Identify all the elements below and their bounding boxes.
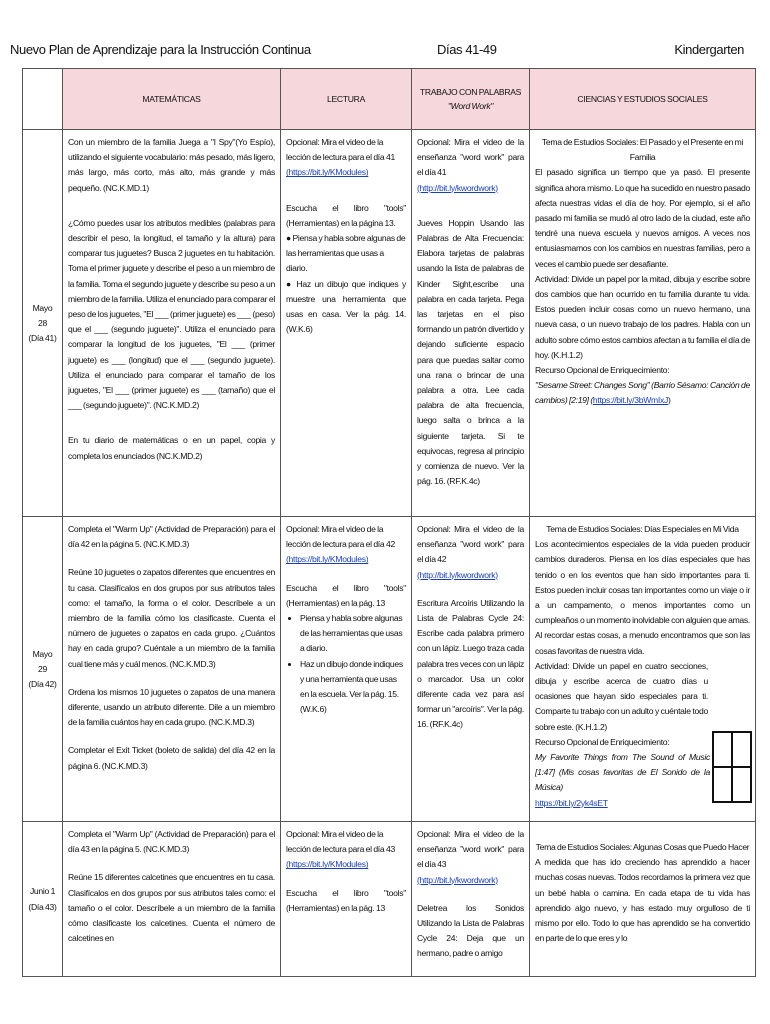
reading-video-link[interactable]: (https://bit.ly/KModules): [286, 859, 369, 870]
word-work-text: Deletrea los Sonidos Utilizando la Lista de Palabras Cycle 24: Deja que un hermano, padre o amigo: [417, 902, 524, 959]
reading-bullet: • Haz un dibujo donde indiques y una herramienta que usas en la escuela. Ver la pág. 15. (W.K.6): [300, 657, 406, 718]
word-work-video-link[interactable]: (http://bit.ly/kwordwork): [417, 569, 498, 580]
math-text: Con un miembro de la familia Juega a "I Spy"(Yo Espío), utilizando el siguiente vocabulario: más pesado, más ligero, más largo, más corto, más alto, más grande y más pequeño. (NC.K.MD.1): [68, 137, 275, 193]
science-topic: Tema de Estudios Sociales: El Pasado y el Presente en mi Familia: [541, 137, 744, 163]
day-number: (Día 42): [28, 679, 57, 690]
reading-video-link[interactable]: (https://bit.ly/KModules): [286, 554, 369, 565]
days-range: Días 41-49: [437, 42, 497, 57]
table-row: [23, 822, 756, 977]
day-date: Junio 1: [29, 886, 56, 897]
reading-column-header: LECTURA: [281, 69, 412, 130]
math-text: Completa el "Warm Up" (Actividad de Preparación) para el día 42 en la página 5. (NC.K.MD.3): [68, 524, 275, 550]
math-text: Completa el "Warm Up" (Actividad de Preparación) para el día 43 en la página 5. (NC.K.MD.3): [68, 829, 275, 855]
reading-text: Opcional: Mira el video de la lección de lectura para el día 43: [286, 829, 395, 855]
word-work-video-link[interactable]: (http://bit.ly/kwordwork): [417, 874, 498, 885]
science-resource: My Favorite Things from The Sound of Music [1:47] (Mis cosas favoritas de El Sonido de la Música): [535, 752, 710, 793]
reading-cell: [281, 130, 412, 517]
science-text: Los acontecimientos especiales de la vida pueden producir cambios duraderos. Piensa en los días especiales que has tenido o en los eventos que han sido importantes para ti. Estos pueden incluir cosas tan importantes como un viaje o ir a un campamento, o menos importantes como un cumpleaños o un momento inolvidable con alguien que amas. Al recordar estas cosas, a menudo encontramos que son las cosas favoritas de nuestra vida.: [535, 539, 750, 656]
word-work-text: Escritura Arcoíris Utilizando la Lista de Palabras Cycle 24: Escribe cada palabra primero con un lápiz. Luego traza cada palabra tres veces con un lápiz o marcador. Usa un color diferente cada vez para así formar un "arcoíris". Ver la pág. 16. (RF.K.4c): [417, 597, 524, 730]
word-work-cell: [412, 822, 530, 977]
word-work-video-link[interactable]: (http://bit.ly/kwordwork): [417, 182, 498, 193]
reading-cell: [281, 822, 412, 977]
math-text: Completar el Exit Ticket (boleto de salida) del día 42 en la página 6. (NC.K.MD.3): [68, 745, 275, 771]
science-resource: "Sesame Street: Changes Song" (Barrio Sésamo: Canción de cambios) [2:19] (https://bit.ly/3bWmIxJ): [535, 380, 750, 406]
reading-text: Opcional: Mira el video de la lección de lectura para el día 41: [286, 137, 395, 163]
reading-cell: [281, 517, 412, 822]
day-cell: [23, 822, 63, 977]
header-row: [23, 69, 756, 130]
science-topic: Tema de Estudios Sociales: Días Especiales en Mi Vida: [546, 524, 739, 534]
word-work-cell: [412, 130, 530, 517]
science-text: El pasado significa un tiempo que ya pasó. El presente significa ahora mismo. Lo que ha sucedido en nuestro pasado afecta nuestras vidas el día de hoy. Por ejemplo, si el año pasado mi familia se mudó al otro lado de la ciudad, este año tendré una nueva escuela y nuevos amigos. A veces nos entusiasmamos con los cambios en nuestras familias, pero a veces el cambio puede ser desafiante.: [535, 167, 750, 269]
word-work-column-header: [412, 69, 530, 130]
word-work-text: Jueves Hoppin Usando las Palabras de Alta Frecuencia: Elabora tarjetas de palabras usando la lista de palabras de Kinder Sight,escribe una palabra en cada tarjeta. Pega las tarjetas en el piso formando un patrón divertido y dejando suficiente espacio para que puedas saltar como una rana o brincar de una palabra a otra. Lee cada palabra de alta frecuencia, luego salta o brinca a la siguiente tarjeta. Si te equivocas, regresa al principio y comienza de nuevo. Ver la pág. 16. (RF.K.4c): [417, 217, 524, 487]
reading-text: Opcional: Mira el video de la lección de lectura para el día 42: [286, 524, 395, 550]
reading-text: Escucha el libro "tools" (Herramientas) en la pág. 13: [286, 582, 406, 608]
plan-title: Nuevo Plan de Aprendizaje para la Instrucción Continua: [10, 42, 311, 57]
math-text: Ordena los mismos 10 juguetes o zapatos de una manera diferente, usando un atributo diferente. Dile a un miembro de la familia cuántos hay en cada grupo. (NC.K.MD.3): [68, 686, 275, 728]
day-number: (Día 41): [28, 333, 57, 344]
plan-table: [22, 68, 756, 977]
word-work-text: Opcional: Mira el video de la enseñanza "word work" para el día 42: [417, 524, 524, 565]
word-work-text: Opcional: Mira el video de la enseñanza "word work" para el día 43: [417, 829, 524, 870]
science-activity: Actividad: Divide un papel por la mitad, dibuja y escribe sobre dos cambios que han ocurrido en tu familia durante tu vida. Estos pueden incluir cosas como un nuevo hermano, una nueva casa, o un nuevo trabajo de los padres. Habla con un adulto sobre cómo estos cambios afectan a tu familia el día de hoy. (K.H.1.2): [535, 273, 750, 360]
math-cell: [63, 822, 281, 977]
science-cell: [530, 822, 756, 977]
math-cell: [63, 130, 281, 517]
science-resource-link[interactable]: https://bit.ly/2yk4sET: [535, 797, 608, 808]
day-column-header: [23, 69, 63, 130]
reading-bullet: • Piensa y habla sobre algunas de las herramientas que usas a diario.: [300, 611, 406, 657]
reading-text: Escucha el libro "tools" (Herramientas) en la pág. 13: [286, 887, 406, 913]
table-row: [23, 517, 756, 822]
grade-level: Kindergarten: [674, 42, 744, 57]
science-activity: Actividad: Divide un papel en cuatro secciones, dibuja y escribe acerca de cuatro días u ocasiones que hayan sido especiales para ti. Comparte tu trabajo con un adulto y cuéntale todo sobre este. (K.H.1.2): [535, 660, 708, 732]
word-work-cell: [412, 517, 530, 822]
math-text: ¿Cómo puedes usar los atributos medibles (palabras para describir el peso, la longitud, el tamaño y la altura) para comparar tus juguetes? Busca 2 juguetes en tu habitación. Toma el primer juguete y describe el peso a un miembro de la familia. Toma el segundo juguete y describe su peso a un miembro de la familia. Utiliza el enunciado para comparar el peso de los juguetes, "El ___ (primer juguete) es ___ (peso) que el ___ (segundo juguete)". Utiliza el enunciado para comparar la longitud de los juguetes, "El ___ (primer juguete) es ___ (longitud) que el ___ (segundo juguete). Utiliza el enunciado para comparar el tamaño de los juguetes, "El ___ (primer juguete) es ___ (tamaño) que el ___ (segundo juguete)". (NC.K.MD.2): [68, 217, 275, 411]
day-date: Mayo 28: [32, 302, 53, 328]
table-row: [23, 130, 756, 517]
word-work-text: Opcional: Mira el video de la enseñanza "word work" para el día 41: [417, 137, 524, 178]
science-column-header: CIENCIAS Y ESTUDIOS SOCIALES: [530, 69, 756, 130]
math-cell: [63, 517, 281, 822]
day-cell: [23, 130, 63, 517]
math-column-header: MATEMÁTICAS: [63, 69, 281, 130]
word-work-header-line2: "Word Work": [447, 101, 494, 111]
four-section-grid-icon: [712, 731, 752, 803]
science-resource-label: Recurso Opcional de Enriquecimiento:: [535, 365, 670, 376]
day-date: Mayo 29: [32, 648, 53, 674]
reading-bullets: [286, 611, 406, 717]
science-topic: Tema de Estudios Sociales: Algunas Cosas que Puedo Hacer: [535, 842, 750, 852]
math-text: En tu diario de matemáticas o en un papel, copia y completa los enunciados (NC.K.MD.2): [68, 435, 275, 461]
science-resource-link[interactable]: https://bit.ly/3bWmIxJ: [592, 395, 668, 406]
reading-text: Escucha el libro "tools" (Herramientas) en la página 13.: [286, 202, 406, 228]
math-text: Reúne 15 diferentes calcetines que encuentres en tu casa. Clasifícalos en dos grupos por sus atributos tales como: el tamaño o el color. Descríbele a un miembro de la familia cómo clasificaste los calcetines. Cuenta el número de calcetines en: [68, 872, 275, 944]
reading-video-link[interactable]: (https://bit.ly/KModules): [286, 167, 369, 178]
reading-bullet: ● Haz un dibujo que indiques y muestre una herramienta que usas en casa. Ver la pág. 14. (W.K.6): [286, 278, 406, 335]
math-text: Reúne 10 juguetes o zapatos diferentes que encuentres en tu casa. Clasifícalos en dos grupos por sus atributos tales como: el tamaño, la forma o el color. Descríbele a un miembro de la familia cómo los clasificaste. Cuenta el número de juguetes o zapatos en cada grupo. ¿Cuántos hay en cada grupo? Cuéntale a un miembro de la familia cual tiene más y cuál menos. (NC.K.MD.3): [68, 567, 275, 669]
day-number: (Día 43): [28, 901, 57, 912]
reading-bullet: ● Piensa y habla sobre algunas de las herramientas que usas a diario.: [286, 233, 406, 274]
science-resource-label: Recurso Opcional de Enriquecimiento:: [535, 736, 670, 747]
science-cell: [530, 130, 756, 517]
science-text: A medida que has ido creciendo has aprendido a hacer muchas cosas nuevas. Todos recordamos la primera vez que un bebé habla o camina. En cada etapa de tu vida has aprendido algo nuevo, y has estado muy orgulloso de ti mismo por ello. Todo lo que has aprendido se ha convertido en parte de lo que eres y lo: [535, 857, 750, 944]
word-work-header-line1: TRABAJO CON PALABRAS: [419, 87, 522, 97]
day-cell: [23, 517, 63, 822]
